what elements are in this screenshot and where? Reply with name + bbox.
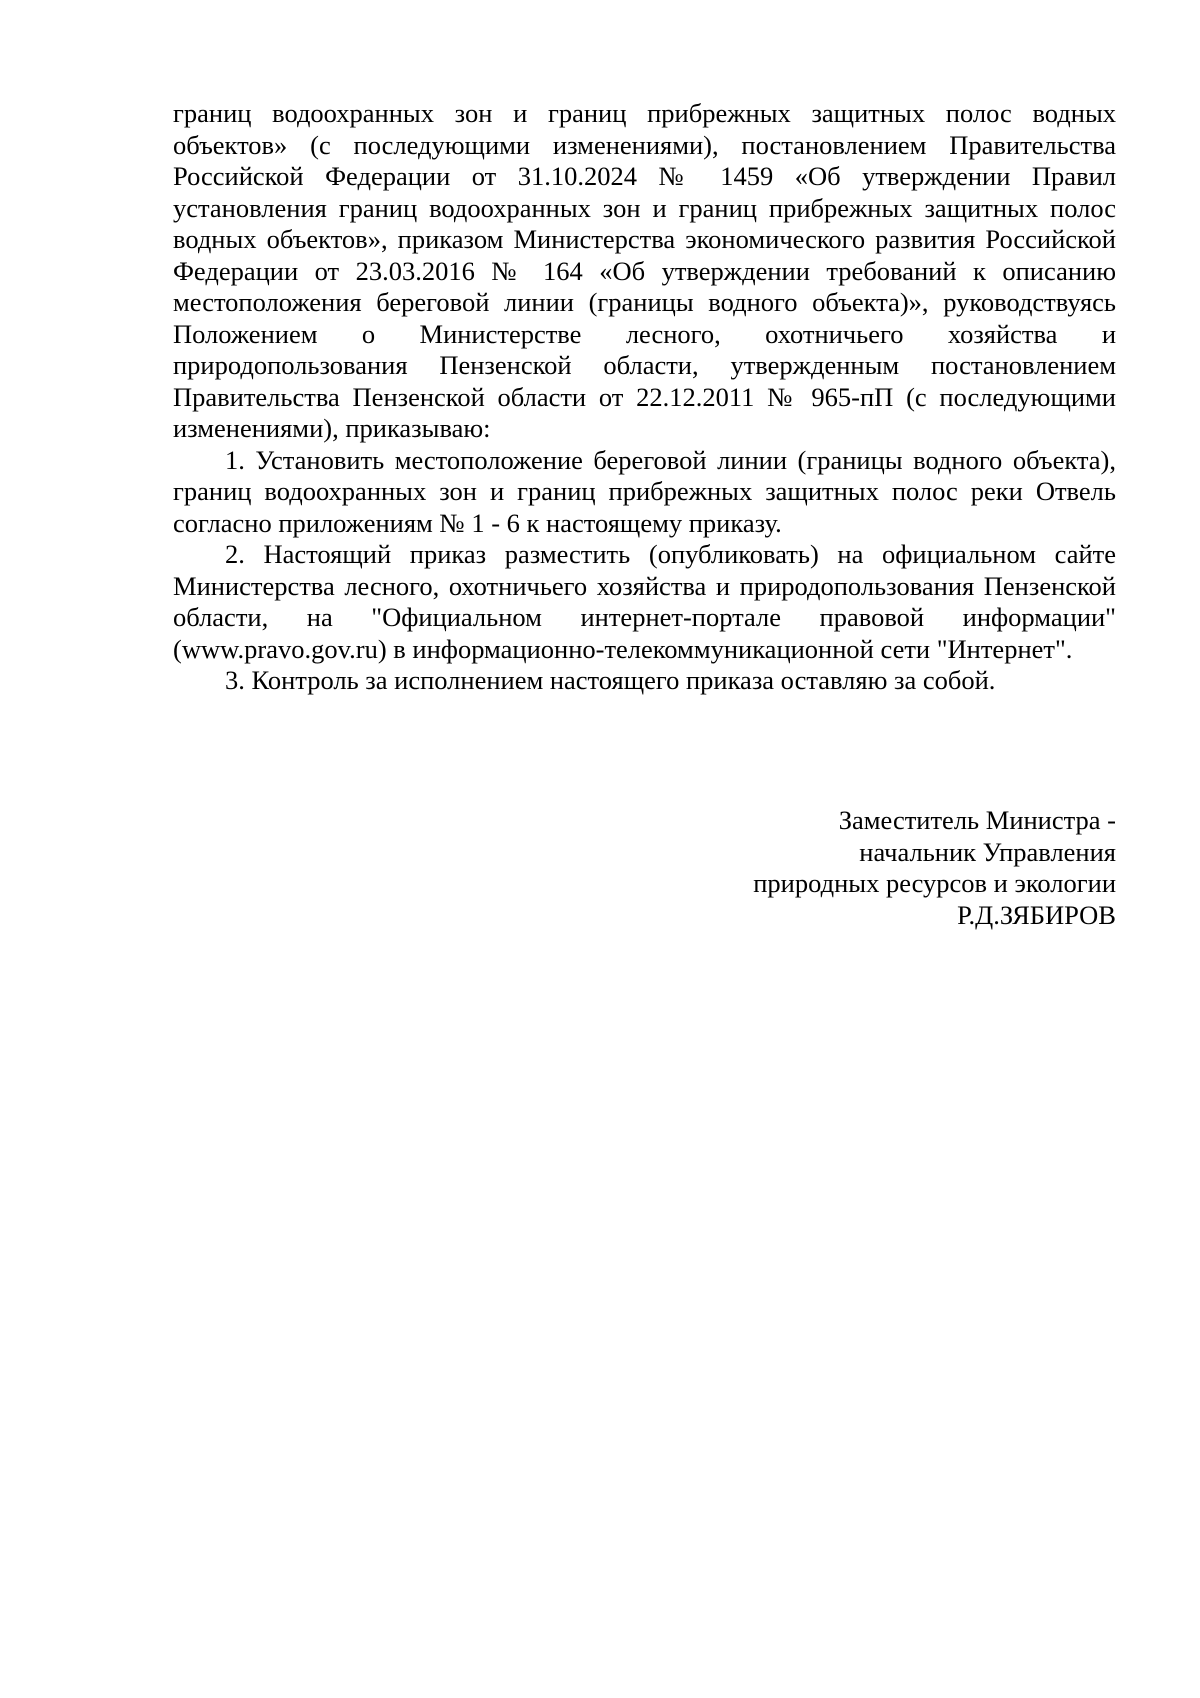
order-item-2: 2. Настоящий приказ разместить (опубликовать) на официальном сайте Министерства лесного, охотничьего хозяйства и природопользования Пензенской области, на "Официальном интернет-портале правовой информации" (www.pravo.gov.ru) в информационно-телекоммуникационной сети "Интернет". — [173, 539, 1116, 664]
document-body — [173, 98, 1116, 697]
intro-paragraph: границ водоохранных зон и границ прибрежных защитных полос водных объектов» (с последующими изменениями), постановлением Правительства Российской Федерации от 31.10.2024 № 1459 «Об утверждении Правил установления границ водоохранных зон и границ прибрежных защитных полос водных объектов», приказом Министерства экономического развития Российской Федерации от 23.03.2016 № 164 «Об утверждении требований к описанию местоположения береговой линии (границы водного объекта)», руководствуясь Положением о Министерстве лесного, охотничьего хозяйства и природопользования Пензенской области, утвержденным постановлением Правительства Пензенской области от 22.12.2011 № 965-пП (с последующими изменениями), приказываю: — [173, 98, 1116, 443]
signature-block — [753, 805, 1116, 931]
order-item-1: 1. Установить местоположение береговой линии (границы водного объекта), границ водоохранных зон и границ прибрежных защитных полос реки Отвель согласно приложениям № 1 - 6 к настоящему приказу. — [173, 444, 1116, 538]
signatory-name: Р.Д.ЗЯБИРОВ — [957, 899, 1116, 930]
order-item-3: 3. Контроль за исполнением настоящего приказа оставляю за собой. — [225, 665, 996, 695]
signature-position-line-2: начальник Управления — [859, 836, 1116, 867]
signature-position-line-1: Заместитель Министра - — [838, 805, 1116, 835]
signature-position-line-3: природных ресурсов и экологии — [753, 868, 1116, 898]
